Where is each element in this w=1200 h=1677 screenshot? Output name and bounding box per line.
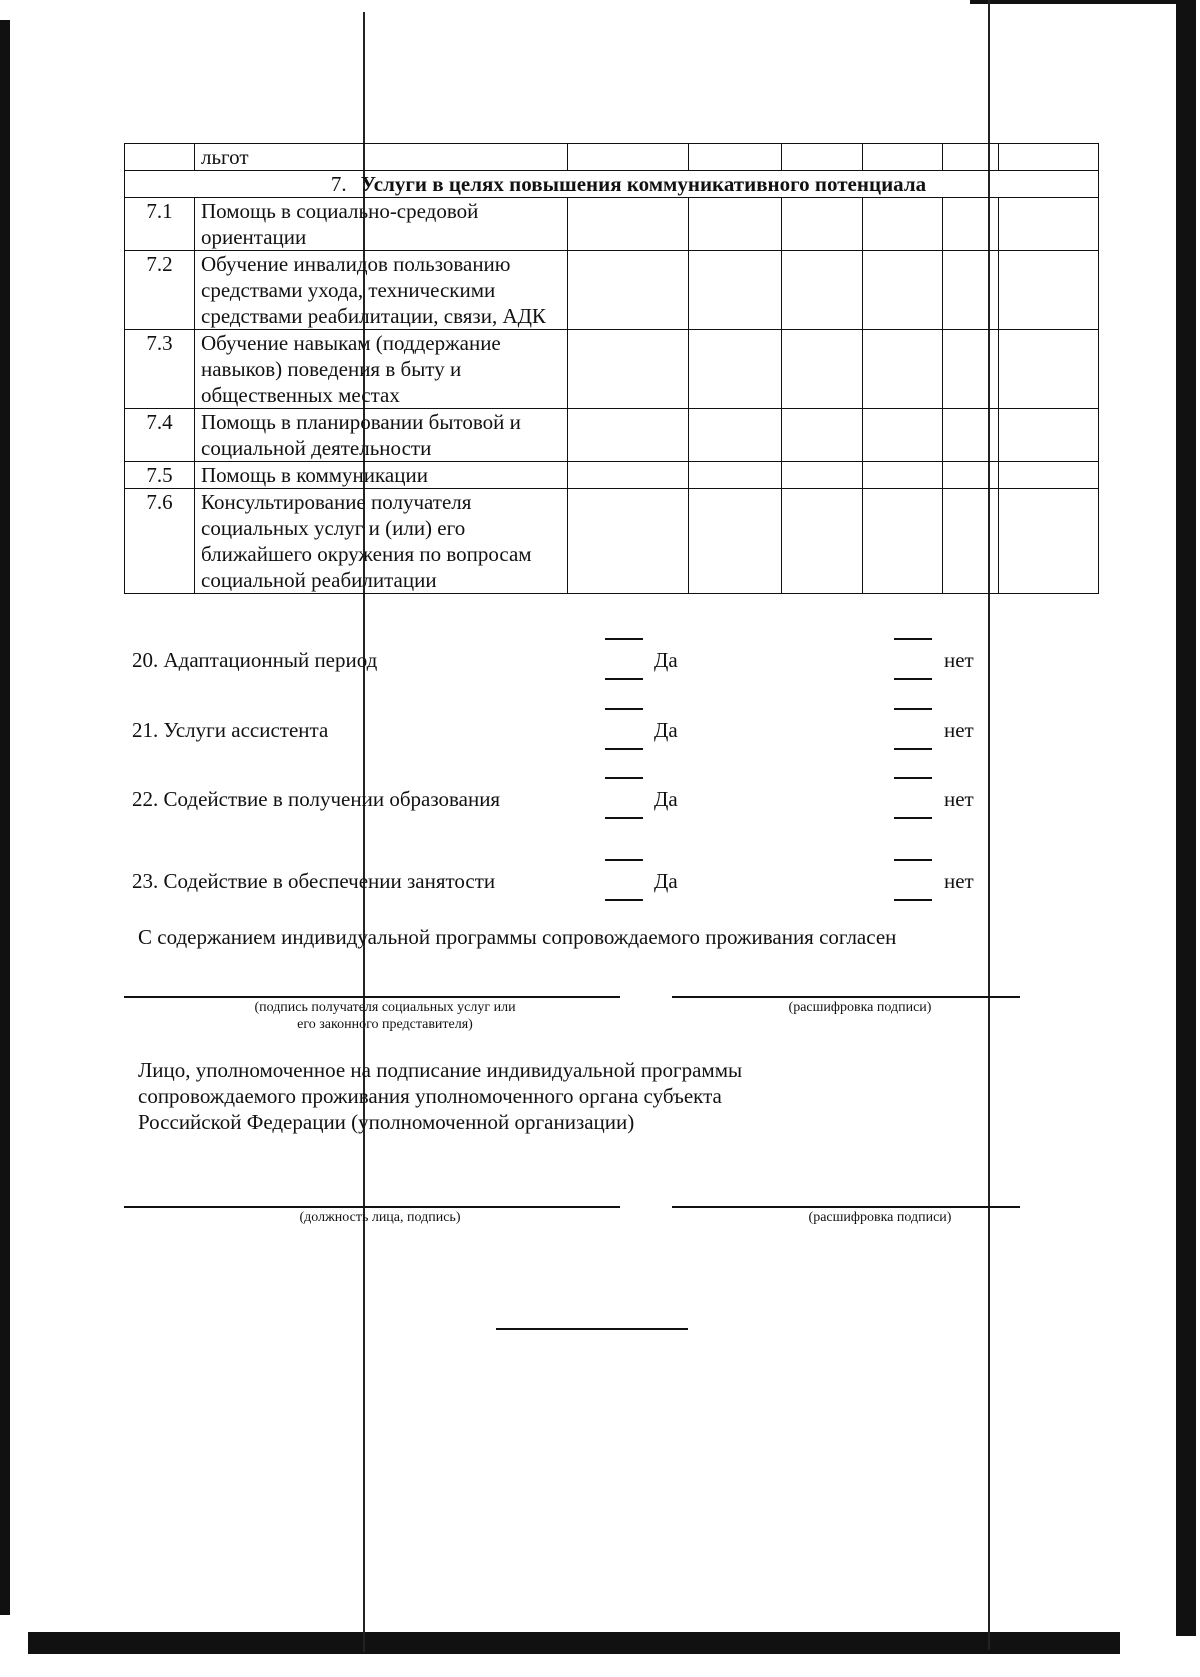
empty-cell[interactable] (943, 489, 999, 594)
table-body (125, 144, 1099, 594)
checkbox-mark (605, 708, 643, 710)
service-name: Консультирование получателя социальных услуг и (или) его ближайшего окружения по вопросам социальной реабилитации (195, 489, 568, 594)
checkbox-mark (605, 678, 643, 680)
empty-cell[interactable] (689, 198, 782, 251)
empty-cell[interactable] (999, 489, 1099, 594)
row-number: 7.1 (125, 198, 195, 251)
row-number: 7.4 (125, 409, 195, 462)
row-number: 7.6 (125, 489, 195, 594)
empty-cell[interactable] (782, 251, 863, 330)
no-option[interactable]: нет (944, 787, 974, 811)
checkbox-mark (894, 817, 932, 819)
yes-no-label: 20. Адаптационный период (132, 648, 378, 672)
empty-cell[interactable] (943, 198, 999, 251)
empty-cell[interactable] (863, 330, 943, 409)
no-option[interactable]: нет (944, 718, 974, 742)
yes-no-row (132, 648, 1012, 678)
empty-cell[interactable] (782, 462, 863, 489)
empty-cell[interactable] (863, 251, 943, 330)
section-text: Услуги в целях повышения коммуникативного потенциала (360, 172, 927, 196)
scan-border-top (970, 0, 1176, 4)
yes-no-label: 21. Услуги ассистента (132, 718, 329, 742)
row-number: 7.5 (125, 462, 195, 489)
checkbox-mark (605, 638, 643, 640)
empty-cell[interactable] (943, 409, 999, 462)
empty-cell[interactable] (689, 251, 782, 330)
yes-no-label: 23. Содействие в обеспечении занятости (132, 869, 496, 893)
checkbox-mark (894, 899, 932, 901)
signature-decode-line (672, 996, 1020, 998)
position-signature-caption: (должность лица, подпись) (299, 1210, 461, 1225)
authorized-person-text: Лицо, уполномоченное на подписание индивидуальной программы сопровождаемого проживания уполномоченного органа субъекта Российской Федерации (уполномоченной организации) (138, 1058, 743, 1134)
no-option[interactable]: нет (944, 869, 974, 893)
checkbox-mark (894, 678, 932, 680)
empty-cell[interactable] (943, 251, 999, 330)
checkbox-mark (894, 859, 932, 861)
service-name: Обучение инвалидов пользованию средствами ухода, техническими средствами реабилитации, связи, АДК (195, 251, 568, 330)
empty-cell[interactable] (782, 330, 863, 409)
signature-caption: (подпись получателя социальных услуг или его законного представителя) (254, 1000, 516, 1032)
table-row (125, 409, 1099, 462)
empty-cell[interactable] (863, 409, 943, 462)
signature-decode-caption: (расшифровка подписи) (808, 1210, 952, 1225)
empty-cell[interactable] (689, 462, 782, 489)
table-row (125, 330, 1099, 409)
row-number: 7.3 (125, 330, 195, 409)
checkbox-mark (894, 748, 932, 750)
yes-no-row (132, 718, 1012, 748)
empty-cell[interactable] (863, 462, 943, 489)
empty-cell[interactable] (782, 489, 863, 594)
checkbox-mark (605, 748, 643, 750)
table-row (125, 144, 1099, 171)
empty-cell[interactable] (999, 144, 1099, 171)
row-number (125, 144, 195, 171)
empty-cell[interactable] (943, 144, 999, 171)
checkbox-mark (605, 859, 643, 861)
empty-cell[interactable] (943, 462, 999, 489)
empty-cell[interactable] (689, 144, 782, 171)
services-table (124, 143, 1099, 594)
empty-cell[interactable] (689, 409, 782, 462)
service-name: Помощь в социально-средовой ориентации (195, 198, 568, 251)
service-name: Помощь в планировании бытовой и социальной деятельности (195, 409, 568, 462)
empty-cell[interactable] (568, 198, 689, 251)
table-row (125, 171, 1099, 198)
scan-border-right (1176, 0, 1196, 1636)
empty-cell[interactable] (999, 198, 1099, 251)
empty-cell[interactable] (568, 462, 689, 489)
empty-cell[interactable] (689, 330, 782, 409)
empty-cell[interactable] (782, 144, 863, 171)
signature-decode-line (672, 1206, 1020, 1208)
empty-cell[interactable] (782, 198, 863, 251)
checkbox-mark (894, 638, 932, 640)
no-option[interactable]: нет (944, 648, 974, 672)
yes-option[interactable]: Да (654, 787, 678, 811)
yes-no-row (132, 787, 1012, 817)
empty-cell[interactable] (999, 462, 1099, 489)
empty-cell[interactable] (568, 330, 689, 409)
table-row (125, 198, 1099, 251)
footer-rule (496, 1328, 688, 1330)
empty-cell[interactable] (999, 330, 1099, 409)
empty-cell[interactable] (689, 489, 782, 594)
signature-decode-caption: (расшифровка подписи) (788, 1000, 932, 1015)
consent-text: С содержанием индивидуальной программы сопровождаемого проживания согласен (138, 925, 897, 949)
service-name: Помощь в коммуникации (195, 462, 568, 489)
checkbox-mark (894, 777, 932, 779)
service-name: льгот (195, 144, 568, 171)
empty-cell[interactable] (568, 251, 689, 330)
row-number: 7.2 (125, 251, 195, 330)
checkbox-mark (605, 777, 643, 779)
yes-option[interactable]: Да (654, 648, 678, 672)
checkbox-mark (894, 708, 932, 710)
empty-cell[interactable] (568, 144, 689, 171)
checkbox-mark (605, 817, 643, 819)
empty-cell[interactable] (568, 489, 689, 594)
table-row (125, 489, 1099, 594)
scan-border-bottom (28, 1632, 1120, 1654)
empty-cell[interactable] (943, 330, 999, 409)
empty-cell[interactable] (863, 198, 943, 251)
yes-no-label: 22. Содействие в получении образования (132, 787, 501, 811)
position-signature-line (124, 1206, 620, 1208)
empty-cell[interactable] (999, 409, 1099, 462)
empty-cell[interactable] (999, 251, 1099, 330)
table-row (125, 462, 1099, 489)
empty-cell[interactable] (782, 409, 863, 462)
yes-option[interactable]: Да (654, 718, 678, 742)
empty-cell[interactable] (863, 144, 943, 171)
empty-cell[interactable] (863, 489, 943, 594)
checkbox-mark (605, 899, 643, 901)
section-title (125, 171, 1099, 198)
yes-no-row (132, 869, 1012, 899)
section-number: 7. (330, 172, 347, 196)
service-name: Обучение навыкам (поддержание навыков) поведения в быту и общественных местах (195, 330, 568, 409)
scan-border-left (0, 20, 10, 1615)
signature-line (124, 996, 620, 998)
empty-cell[interactable] (568, 409, 689, 462)
table-row (125, 251, 1099, 330)
yes-option[interactable]: Да (654, 869, 678, 893)
